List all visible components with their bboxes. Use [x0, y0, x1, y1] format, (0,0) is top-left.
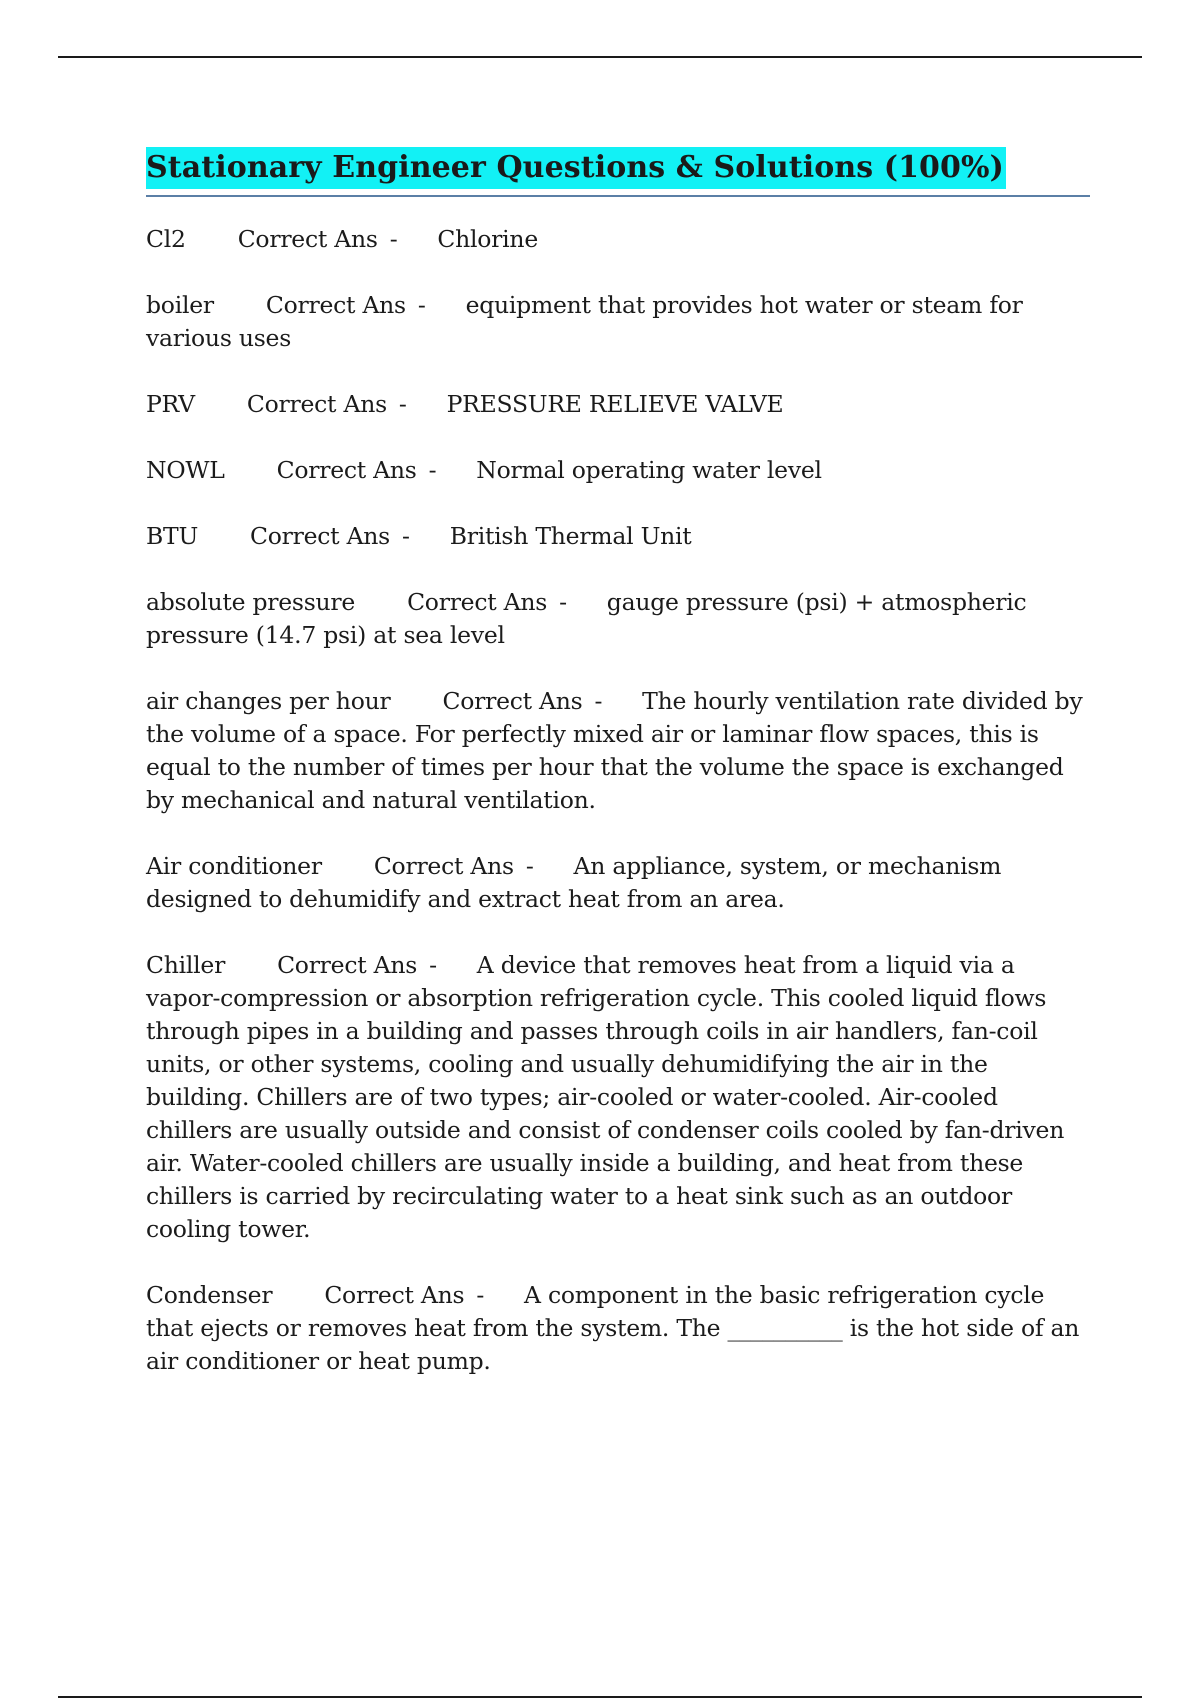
answer-label [266, 289, 426, 322]
qa-answer: A component in the basic refrigeration cycle that ejects or removes heat from the system. The __________ is the hot side of an air conditioner or heat pump. [146, 1281, 1080, 1375]
qa-answer: equipment that provides hot water or steam for various uses [146, 291, 1023, 352]
answer-label-text: Correct Ans [246, 390, 387, 418]
bottom-rule [58, 1696, 1142, 1698]
answer-dash: - [429, 951, 437, 979]
answer-label [442, 685, 602, 718]
qa-term: air changes per hour [146, 687, 391, 715]
answer-dash: - [402, 522, 410, 550]
answer-label-text: Correct Ans [442, 687, 583, 715]
qa-item [146, 586, 1090, 652]
answer-dash: - [398, 390, 407, 418]
answer-label [238, 223, 398, 256]
qa-answer: British Thermal Unit [449, 522, 692, 550]
qa-term: absolute pressure [146, 588, 356, 616]
qa-answer: Normal operating water level [476, 456, 822, 484]
qa-term: boiler [146, 291, 214, 319]
answer-dash: - [389, 225, 398, 253]
qa-item [146, 520, 1090, 553]
answer-label-text: Correct Ans [277, 951, 418, 979]
qa-item [146, 223, 1090, 256]
top-rule [58, 56, 1142, 58]
answer-label [250, 520, 410, 553]
qa-term: Air conditioner [146, 852, 322, 880]
qa-term: NOWL [146, 456, 225, 484]
qa-answer: The hourly ventilation rate divided by the volume of a space. For perfectly mixed air or laminar flow spaces, this is equal to the number of times per hour that the volume the space is exchanged by mechanical and natural ventilation. [146, 687, 1083, 814]
answer-label-text: Correct Ans [276, 456, 417, 484]
qa-item [146, 685, 1090, 817]
answer-label [277, 949, 437, 982]
answer-dash: - [594, 687, 603, 715]
answer-label-text: Correct Ans [250, 522, 390, 550]
qa-term: Chiller [146, 951, 226, 979]
qa-term: Condenser [146, 1281, 273, 1309]
qa-list [146, 223, 1090, 1378]
answer-label-text: Correct Ans [407, 588, 548, 616]
answer-label-text: Correct Ans [373, 852, 514, 880]
answer-label-text: Correct Ans [265, 291, 406, 319]
document-body [146, 147, 1090, 1411]
qa-item [146, 1279, 1090, 1378]
title-block [146, 147, 1090, 197]
document-title: Stationary Engineer Questions & Solutions (100%) [146, 147, 1006, 189]
qa-answer: PRESSURE RELIEVE VALVE [446, 390, 784, 418]
qa-item [146, 454, 1090, 487]
qa-term: Cl2 [146, 225, 186, 253]
answer-label-text: Correct Ans [324, 1281, 465, 1309]
answer-label [407, 586, 567, 619]
answer-label [247, 388, 407, 421]
qa-item [146, 289, 1090, 355]
qa-answer: A device that removes heat from a liquid via a vapor-compression or absorption refrigeration cycle. This cooled liquid flows through pipes in a building and passes through coils in air handlers, fan-coil units, or other systems, cooling and usually dehumidifying the air in the building. Chillers are of two types; air-cooled or water-cooled. Air-cooled chillers are usually outside and consist of condenser coils cooled by fan-driven air. Water-cooled chillers are usually inside a building, and heat from these chillers is carried by recirculating water to a heat sink such as an outdoor cooling tower. [146, 951, 1065, 1243]
qa-answer: Chlorine [437, 225, 538, 253]
answer-dash: - [525, 852, 534, 880]
answer-label [374, 850, 534, 883]
answer-dash: - [559, 588, 567, 616]
qa-answer: gauge pressure (psi) + atmospheric pressure (14.7 psi) at sea level [146, 588, 1027, 649]
answer-dash: - [428, 456, 437, 484]
qa-item [146, 949, 1090, 1246]
qa-term: BTU [146, 522, 198, 550]
answer-dash: - [417, 291, 426, 319]
answer-label [277, 454, 437, 487]
answer-label-text: Correct Ans [237, 225, 378, 253]
answer-label [324, 1279, 484, 1312]
qa-answer: An appliance, system, or mechanism designed to dehumidify and extract heat from an area. [146, 852, 1002, 913]
answer-dash: - [476, 1281, 485, 1309]
qa-term: PRV [146, 390, 195, 418]
qa-item [146, 388, 1090, 421]
qa-item [146, 850, 1090, 916]
